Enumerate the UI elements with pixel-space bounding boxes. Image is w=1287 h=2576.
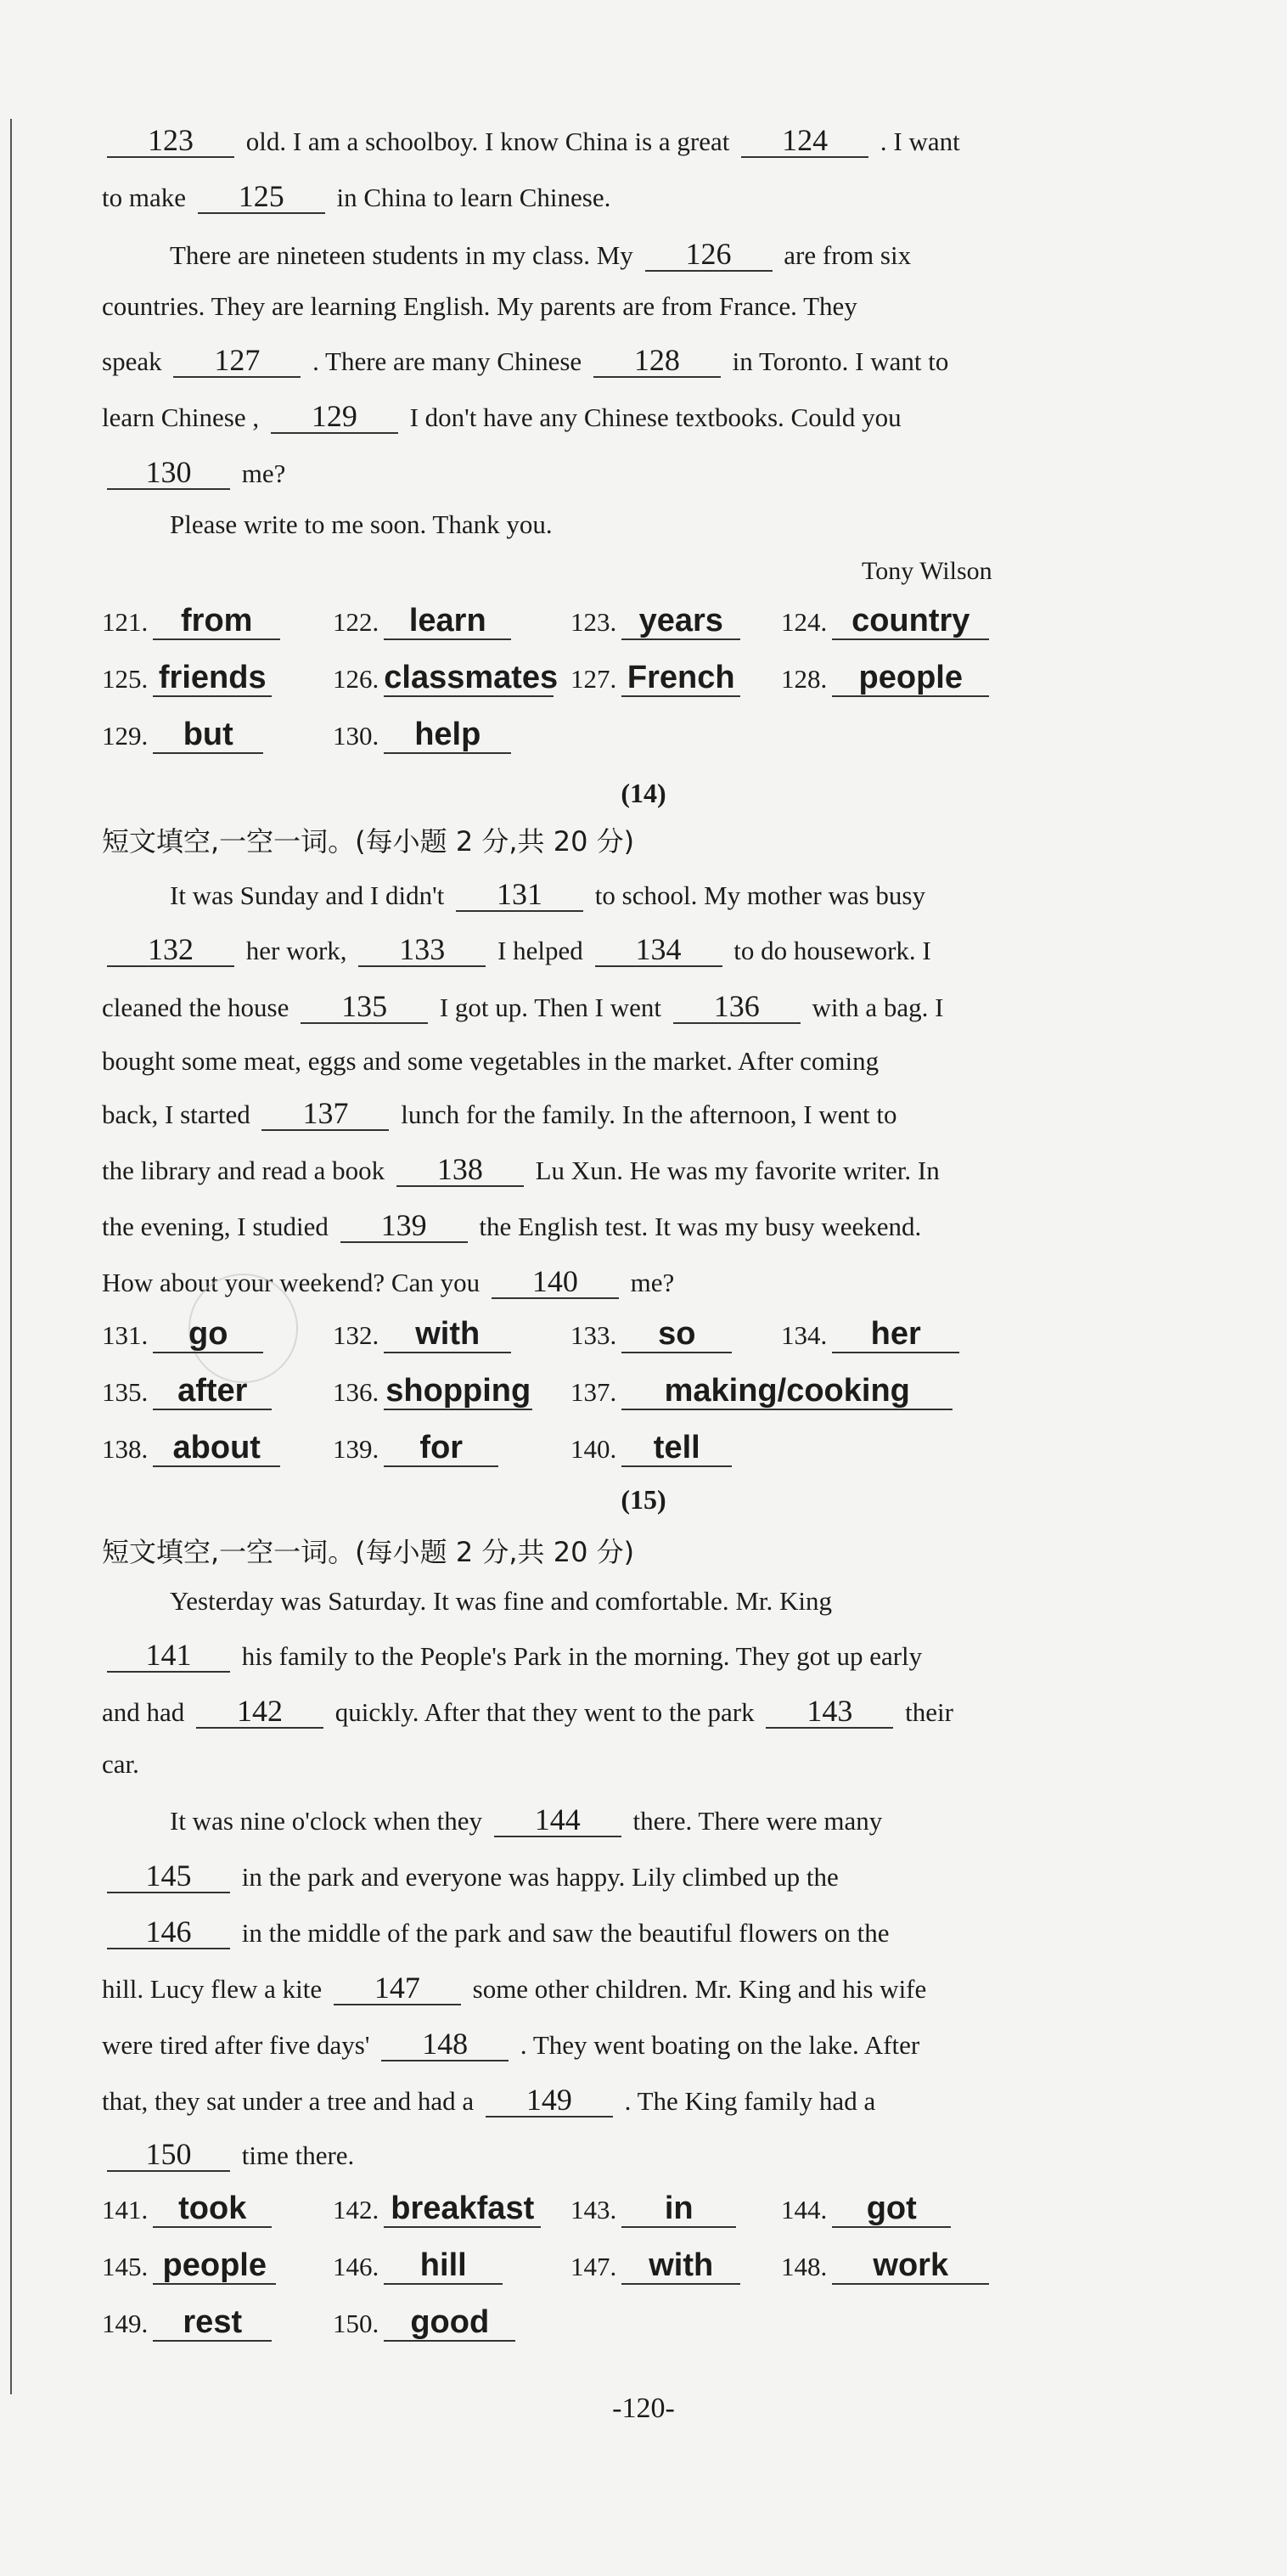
text: the library and read a book <box>102 1156 385 1185</box>
text-line <box>102 1639 922 1673</box>
answer: with <box>384 1316 511 1353</box>
blank-number: 126 <box>645 238 773 272</box>
answer: rest <box>153 2304 272 2342</box>
text: me? <box>241 458 286 488</box>
text: are from six <box>784 240 912 270</box>
answer: shopping <box>384 1373 532 1410</box>
text: It was nine o'clock when they <box>170 1806 483 1836</box>
answer: good <box>384 2304 515 2342</box>
blank-number: 132 <box>107 933 234 967</box>
question-number: 123. <box>570 607 617 637</box>
blank-number: 128 <box>593 344 721 378</box>
text: bought some meat, eggs and some vegetables in the market. After coming <box>102 1046 880 1076</box>
question-number: 143. <box>570 2195 617 2224</box>
blank-number: 150 <box>107 2138 230 2172</box>
question-number: 150. <box>333 2309 379 2338</box>
question-number: 148. <box>781 2252 828 2281</box>
text: I got up. Then I went <box>439 993 662 1022</box>
text: to make <box>102 183 186 212</box>
text: some other children. Mr. King and his wife <box>472 1974 927 2004</box>
text-line <box>102 456 285 491</box>
question-number: 126. <box>333 664 379 694</box>
signature: Tony Wilson <box>862 557 992 585</box>
section-title: (14) <box>621 778 666 808</box>
blank-number: 147 <box>334 1971 461 2005</box>
text: lunch for the family. In the afternoon, I went to <box>401 1100 897 1129</box>
text: in the park and everyone was happy. Lily climbed up the <box>241 1862 839 1892</box>
blank-number: 143 <box>766 1695 893 1729</box>
text: car. <box>102 1749 139 1779</box>
text: her work, <box>245 936 347 965</box>
text: there. There were many <box>632 1806 883 1836</box>
question-number: 135. <box>102 1377 149 1407</box>
blank-number: 137 <box>261 1097 389 1131</box>
answer: French <box>621 660 740 697</box>
answer: work <box>832 2247 989 2285</box>
text: . The King family had a <box>624 2086 876 2116</box>
question-number: 130. <box>333 721 379 751</box>
question-number: 139. <box>333 1434 379 1464</box>
text: were tired after five days' <box>102 2030 370 2060</box>
answer: learn <box>384 603 511 640</box>
text: the English test. It was my busy weekend. <box>479 1212 922 1241</box>
blank-number: 135 <box>301 990 428 1024</box>
blank-number: 123 <box>107 124 234 158</box>
question-number: 140. <box>570 1434 617 1464</box>
text: with a bag. I <box>812 993 944 1022</box>
text-line <box>170 1803 882 1838</box>
question-number: 138. <box>102 1434 149 1464</box>
question-number: 124. <box>781 607 828 637</box>
text-line <box>102 400 902 435</box>
blank-number: 148 <box>381 2028 509 2061</box>
blank-number: 146 <box>107 1915 230 1949</box>
question-number: 131. <box>102 1320 149 1350</box>
text: There are nineteen students in my class. My <box>170 240 633 270</box>
text: hill. Lucy flew a kite <box>102 1974 323 2004</box>
blank-number: 139 <box>340 1209 468 1243</box>
text: to school. My mother was busy <box>594 880 925 910</box>
answer: from <box>153 603 280 640</box>
question-number: 121. <box>102 607 149 637</box>
text-line <box>102 1971 926 2006</box>
text-line <box>102 1695 953 1730</box>
text: Yesterday was Saturday. It was fine and comfortable. Mr. King <box>170 1586 832 1616</box>
answer: making/cooking <box>621 1373 953 1410</box>
blank-number: 138 <box>396 1153 524 1187</box>
blank-number: 131 <box>456 878 583 912</box>
text-line <box>102 1044 879 1078</box>
text-line <box>102 990 943 1025</box>
answer: country <box>832 603 989 640</box>
text-line <box>102 2138 354 2173</box>
text-line <box>102 1153 940 1188</box>
answer: with <box>621 2247 740 2285</box>
blank-number: 124 <box>741 124 868 158</box>
text: Lu Xun. He was my favorite writer. In <box>535 1156 940 1185</box>
text: I don't have any Chinese textbooks. Could you <box>409 402 902 432</box>
text: time there. <box>241 2140 355 2170</box>
answer: friends <box>153 660 272 697</box>
blank-number: 127 <box>173 344 301 378</box>
text-line <box>102 1209 921 1244</box>
blank-number: 140 <box>492 1265 619 1299</box>
question-number: 134. <box>781 1320 828 1350</box>
text-line <box>102 180 610 215</box>
text: his family to the People's Park in the morning. They got up early <box>241 1641 923 1671</box>
text: back, I started <box>102 1100 250 1129</box>
answer: in <box>621 2191 736 2228</box>
blank-number: 145 <box>107 1859 230 1893</box>
section-title: (15) <box>621 1484 666 1515</box>
question-number: 127. <box>570 664 617 694</box>
text: speak <box>102 346 162 376</box>
question-number: 129. <box>102 721 149 751</box>
text: How about your weekend? Can you <box>102 1268 481 1297</box>
text-line <box>170 878 925 913</box>
text: . They went boating on the lake. After <box>520 2030 920 2060</box>
blank-number: 129 <box>271 400 398 434</box>
question-number: 128. <box>781 664 828 694</box>
answer: years <box>621 603 740 640</box>
text: to do housework. I <box>733 936 931 965</box>
instruction: 短文填空,一空一词。(每小题 2 分,共 20 分) <box>102 825 635 858</box>
answer: so <box>621 1316 732 1353</box>
answer: for <box>384 1430 498 1467</box>
text: . I want <box>880 127 960 156</box>
text-line <box>170 238 911 273</box>
text: in the middle of the park and saw the beautiful flowers on the <box>241 1918 890 1948</box>
text: cleaned the house <box>102 993 289 1022</box>
question-number: 133. <box>570 1320 617 1350</box>
blank-number: 130 <box>107 456 230 490</box>
text: learn Chinese , <box>102 402 260 432</box>
answer: took <box>153 2191 272 2228</box>
text: Please write to me soon. Thank you. <box>170 509 553 539</box>
blank-number: 142 <box>196 1695 323 1729</box>
text-line <box>102 1097 896 1132</box>
text-line <box>102 2084 875 2118</box>
text: me? <box>630 1268 675 1297</box>
answer: classmates <box>384 660 559 695</box>
question-number: 125. <box>102 664 149 694</box>
text: quickly. After that they went to the park <box>334 1697 755 1727</box>
text: . There are many Chinese <box>312 346 582 376</box>
text: countries. They are learning English. My parents are from France. They <box>102 291 857 321</box>
text-line <box>102 2028 919 2062</box>
text: old. I am a schoolboy. I know China is a great <box>245 127 730 156</box>
answer: people <box>832 660 989 697</box>
margin-rule <box>10 119 12 2394</box>
answer: but <box>153 717 263 754</box>
text-line <box>170 508 553 542</box>
text: in China to learn Chinese. <box>336 183 611 212</box>
instruction: 短文填空,一空一词。(每小题 2 分,共 20 分) <box>102 1536 635 1568</box>
text: It was Sunday and I didn't <box>170 880 445 910</box>
blank-number: 141 <box>107 1639 230 1673</box>
blank-number: 133 <box>358 933 486 967</box>
text-line <box>170 1584 832 1618</box>
text-line <box>102 1265 674 1300</box>
answer: go <box>153 1316 263 1353</box>
blank-number: 149 <box>486 2084 613 2118</box>
text-line <box>102 1859 839 1894</box>
question-number: 144. <box>781 2195 828 2224</box>
answer: hill <box>384 2247 503 2285</box>
question-number: 132. <box>333 1320 379 1350</box>
text-line <box>102 1747 139 1781</box>
question-number: 142. <box>333 2195 379 2224</box>
answer: tell <box>621 1430 732 1467</box>
text: and had <box>102 1697 185 1727</box>
question-number: 145. <box>102 2252 149 2281</box>
blank-number: 125 <box>198 180 325 214</box>
text: I helped <box>497 936 583 965</box>
blank-number: 134 <box>595 933 722 967</box>
answer: breakfast <box>384 2191 541 2228</box>
blank-number: 144 <box>494 1803 621 1837</box>
page-number: -120- <box>612 2393 675 2424</box>
blank-number: 136 <box>673 990 801 1024</box>
text-line <box>102 933 931 968</box>
answer: people <box>153 2247 276 2285</box>
question-number: 122. <box>333 607 379 637</box>
question-number: 147. <box>570 2252 617 2281</box>
text: the evening, I studied <box>102 1212 329 1241</box>
question-number: 141. <box>102 2195 149 2224</box>
answer: help <box>384 717 511 754</box>
answer: after <box>153 1373 272 1410</box>
question-number: 149. <box>102 2309 149 2338</box>
question-number: 146. <box>333 2252 379 2281</box>
answer: about <box>153 1430 280 1467</box>
text-line <box>102 124 960 159</box>
question-number: 137. <box>570 1377 617 1407</box>
text: in Toronto. I want to <box>732 346 949 376</box>
text: their <box>905 1697 953 1727</box>
answer: her <box>832 1316 959 1353</box>
text-line <box>102 1915 889 1950</box>
text-line <box>102 344 948 379</box>
answer: got <box>832 2191 951 2228</box>
question-number: 136. <box>333 1377 379 1407</box>
text: that, they sat under a tree and had a <box>102 2086 475 2116</box>
text-line <box>102 290 857 323</box>
